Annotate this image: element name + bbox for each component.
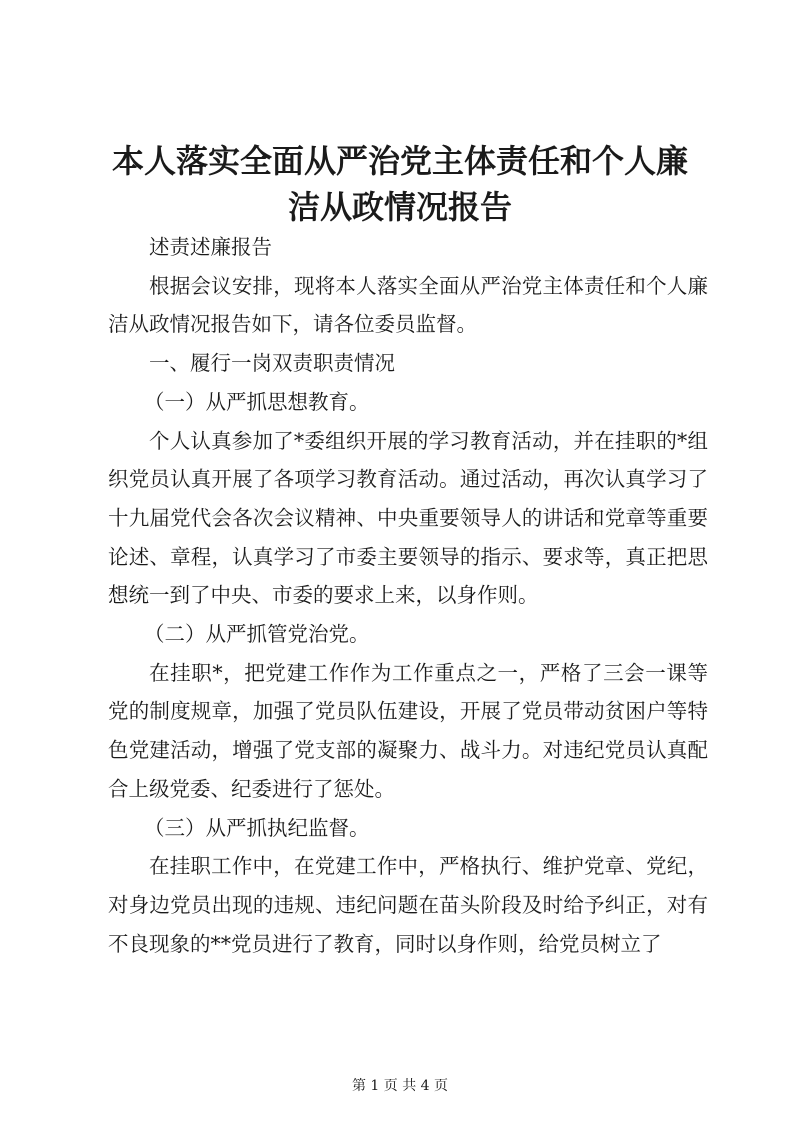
section-heading-1: 一、履行一岗双责职责情况: [149, 351, 395, 376]
page-number-footer: 第 1 页 共 4 页: [351, 1078, 449, 1094]
subsection-heading-2: （二）从严抓管党治党。: [144, 622, 370, 647]
paragraph-intro: 根据会议安排，现将本人落实全面从严治党主体责任和个人廉洁从政情况报告如下，请各位委员监督。: [108, 273, 708, 337]
paragraph-body-1: 个人认真参加了*委组织开展的学习教育活动，并在挂职的*组织党员认真开展了各项学习教育活动。通过活动，再次认真学习了十九届党代会各次会议精神、中央重要领导人的讲话和党章等重要论述、章程，认真学习了市委主要领导的指示、要求等，真正把思想统一到了中央、市委的要求上来，以身作则。: [108, 428, 708, 608]
paragraph-subtitle: 述责述廉报告: [149, 235, 272, 259]
document-title: 本人落实全面从严治党主体责任和个人廉洁从政情况报告: [111, 142, 688, 226]
paragraph-body-3: 在挂职工作中，在党建工作中，严格执行、维护党章、党纪，对身边党员出现的违规、违纪问题在苗头阶段及时给予纠正，对有不良现象的**党员进行了教育，同时以身作则，给党员树立了: [108, 854, 708, 956]
subsection-heading-3: （三）从严抓执纪监督。: [144, 815, 370, 840]
paragraph-body-2: 在挂职*，把党建工作作为工作重点之一，严格了三会一课等党的制度规章，加强了党员队伍建设，开展了党员带动贫困户等特色党建活动，增强了党支部的凝聚力、战斗力。对违纪党员认真配合上级党委、纪委进行了惩处。: [108, 660, 708, 801]
document-body: [108, 228, 708, 963]
subsection-heading-1: （一）从严抓思想教育。: [144, 389, 370, 414]
